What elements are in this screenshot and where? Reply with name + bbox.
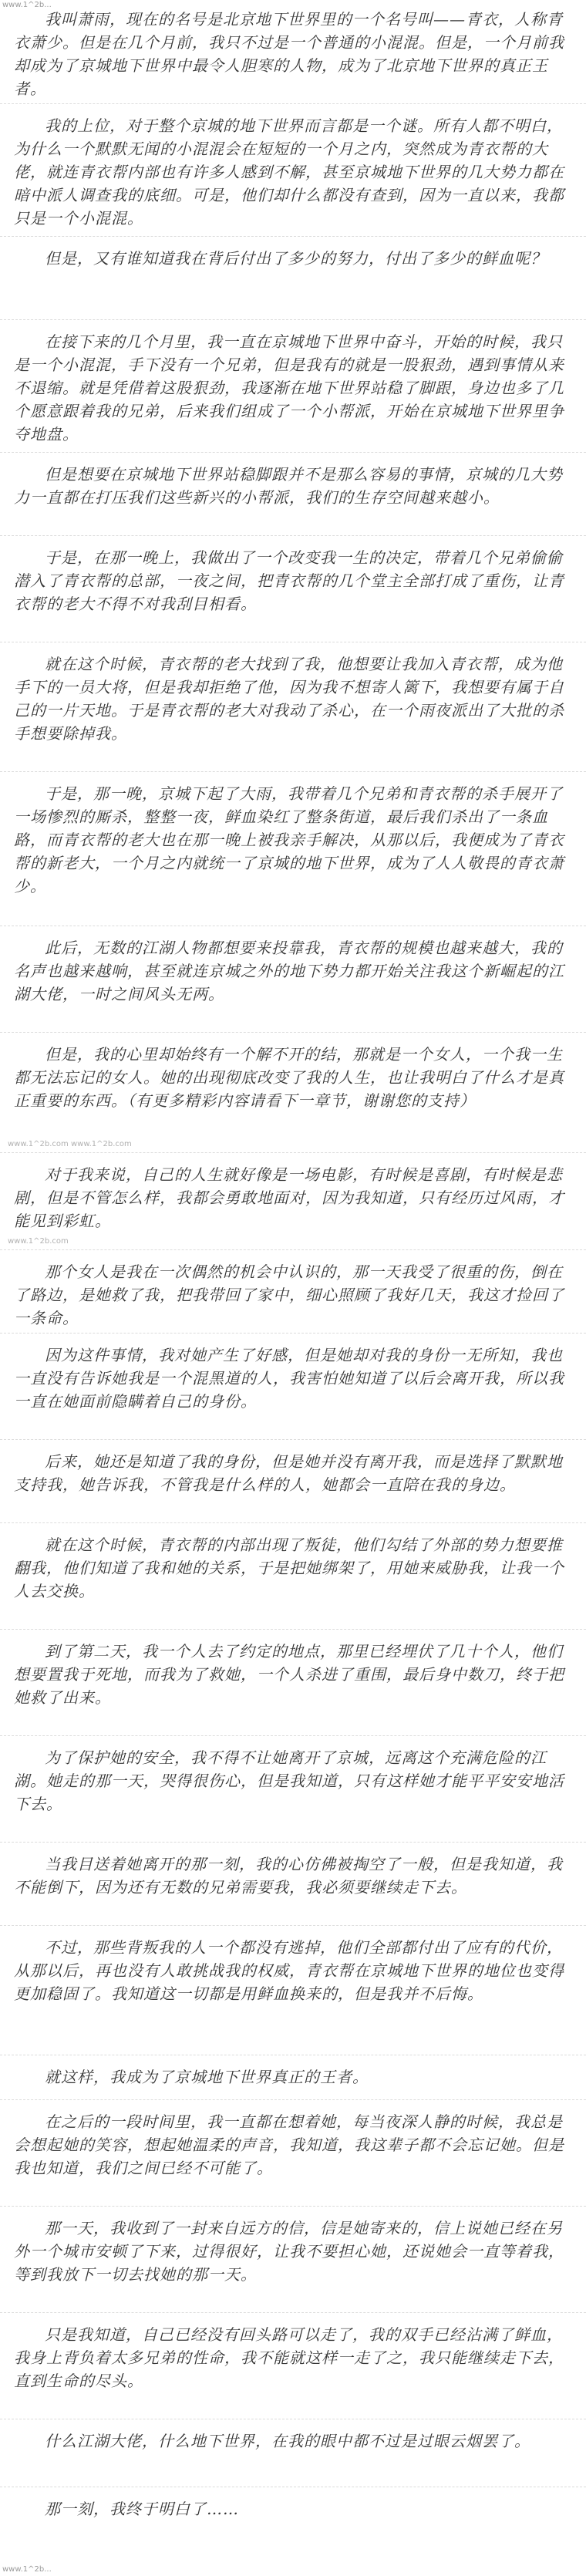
paragraph-8: 于是，那一晚，京城下起了大雨，我带着几个兄弟和青衣帮的杀手展开了一场惨烈的厮杀，整整一夜，鲜血染红了整条街道，最后我们杀出了一条血路，而青衣帮的老大也在那一晚上被我亲手解决，从那以后，我便成为了青衣帮的新老大，一个月之内就统一了京城的地下世界，成为了人人敬畏的青衣萧少。 [14, 784, 564, 895]
paragraph-15: 就在这个时候，青衣帮的内部出现了叛徒，他们勾结了外部的势力想要推翻我，他们知道了我和她的关系，于是把她绑架了，用她来威胁我，让我一个人去交换。 [14, 1536, 564, 1600]
paragraph-17: 为了保护她的安全，我不得不让她离开了京城，远离这个充满危险的江湖。她走的那一天，哭得很伤心，但是我知道，只有这样她才能平平安安地活下去。 [14, 1748, 564, 1813]
paragraph-25: 那一刻，我终于明白了…… [45, 2500, 239, 2518]
paragraph-22: 那一天，我收到了一封来自远方的信，信是她寄来的，信上说她已经在另外一个城市安顿了下来，过得很好，让我不要担心她，还说她会一直等着我，等到我放下一切去找她的那一天。 [14, 2219, 564, 2284]
paragraph-12: 那个女人是我在一次偶然的机会中认识的，那一天我受了很重的伤，倒在了路边，是她救了我，把我带回了家中，细心照顾了我好几天，我这才捡回了一条命。 [14, 1263, 564, 1327]
divider [0, 1842, 586, 1843]
divider [0, 1152, 586, 1153]
divider [0, 1333, 586, 1334]
divider [0, 1249, 586, 1250]
paragraph-19: 不过，那些背叛我的人一个都没有逃掉，他们全部都付出了应有的代价，从那以后，再也没有人敢挑战我的权威，青衣帮在京城地下世界的地位也变得更加稳固了。我知道这一切都是用鲜血换来的，但是我并不后悔。 [14, 1938, 564, 2003]
paragraph-1: 我叫萧雨，现在的名号是北京地下世界里的一个名号叫——青衣，人称青衣萧少。但是在几个月前，我只不过是一个普通的小混混。但是，一个月前我却成为了京城地下世界中最令人胆寒的人物，成为了北京地下世界的真正王者。 [14, 10, 564, 98]
paragraph-4: 在接下来的几个月里，我一直在京城地下世界中奋斗，开始的时候，我只是一个小混混，手下没有一个兄弟，但是我有的就是一股狠劲，遇到事情从来不退缩。就是凭借着这股狠劲，我逐渐在地下世界站稳了脚跟，身边也多了几个愿意跟着我的兄弟，后来我们组成了一个小帮派，开始在京城地下世界里争夺地盘。 [14, 332, 564, 443]
divider [0, 2206, 586, 2207]
divider [0, 1925, 586, 1926]
paragraph-7: 就在这个时候，青衣帮的老大找到了我，他想要让我加入青衣帮，成为他手下的一员大将，但是我却拒绝了他，因为我不想寄人篱下，我想要有属于自己的一片天地。于是青衣帮的老大对我动了杀心，在一个雨夜派出了大批的杀手想要除掉我。 [14, 655, 564, 743]
paragraph-11: 对于我来说，自己的人生就好像是一场电影，有时候是喜剧，有时候是悲剧，但是不管怎么样，我都会勇敢地面对，因为我知道，只有经历过风雨，才能见到彩虹。 [14, 1165, 564, 1230]
divider [0, 1439, 586, 1440]
paragraph-9: 此后，无数的江湖人物都想要来投靠我，青衣帮的规模也越来越大，我的名声也越来越响，甚至就连京城之外的地下势力都开始关注我这个新崛起的江湖大佬，一时之间风头无两。 [14, 939, 564, 1003]
paragraph-3: 但是，又有谁知道我在背后付出了多少的努力，付出了多少的鲜血呢？ [45, 249, 547, 268]
divider [0, 1032, 586, 1033]
divider [0, 103, 586, 104]
paragraph-20: 就这样，我成为了京城地下世界真正的王者。 [45, 2068, 369, 2086]
paragraph-5: 但是想要在京城地下世界站稳脚跟并不是那么容易的事情，京城的几大势力一直都在打压我们这些新兴的小帮派，我们的生存空间越来越小。 [14, 465, 563, 507]
paragraph-6: 于是，在那一晚上，我做出了一个改变我一生的决定，带着几个兄弟偷偷潜入了青衣帮的总部，一夜之间，把青衣帮的几个堂主全部打成了重伤，让青衣帮的老大不得不对我刮目相看。 [14, 548, 564, 613]
divider [0, 535, 586, 536]
paragraph-24: 什么江湖大佬，什么地下世界，在我的眼中都不过是过眼云烟罢了。 [45, 2432, 530, 2450]
divider [0, 452, 586, 453]
watermark-bottom: www.1^2b... [2, 2565, 52, 2574]
divider [0, 2312, 586, 2313]
paragraph-2: 我的上位，对于整个京城的地下世界而言都是一个谜。所有人都不明白，为什么一个默默无闻的小混混会在短短的一个月之内，突然成为青衣帮的大佬，就连青衣帮内部也有许多人感到不解，甚至京城地下世界的几大势力都在暗中派人调查我的底细。可是，他们却什么都没有查到，因为一直以来，我都只是一个小混混。 [14, 116, 564, 228]
divider [0, 771, 586, 772]
paragraph-21: 在之后的一段时间里，我一直都在想着她，每当夜深人静的时候，我总是会想起她的笑容，想起她温柔的声音，我知道，我这辈子都不会忘记她。但是我也知道，我们之间已经不可能了。 [14, 2112, 564, 2177]
divider [0, 319, 586, 320]
paragraph-23: 只是我知道，自己已经没有回头路可以走了，我的双手已经沾满了鲜血，我身上背负着太多兄弟的性命，我不能就这样一走了之，我只能继续走下去，直到生命的尽头。 [14, 2325, 564, 2390]
watermark-top: www.1^2b... [2, 1, 52, 9]
paragraph-16: 到了第二天，我一个人去了约定的地点，那里已经埋伏了几十个人，他们想要置我于死地，而我为了救她，一个人杀进了重围，最后身中数刀，终于把她救了出来。 [14, 1642, 564, 1707]
paragraph-10: 但是，我的心里却始终有一个解不开的结，那就是一个女人，一个我一生都无法忘记的女人。她的出现彻底改变了我的人生，也让我明白了什么才是真正重要的东西。（有更多精彩内容请看下一章节，谢谢您的支持） [14, 1045, 564, 1110]
divider [0, 1735, 586, 1736]
watermark-inline: www.1^2b.com www.1^2b.com [8, 1140, 132, 1148]
paragraph-14: 后来，她还是知道了我的身份，但是她并没有离开我，而是选择了默默地支持我，她告诉我，不管我是什么样的人，她都会一直陪在我的身边。 [14, 1452, 563, 1494]
divider [0, 2099, 586, 2100]
divider [0, 236, 586, 237]
paragraph-18: 当我目送着她离开的那一刻，我的心仿佛被掏空了一般，但是我知道，我不能倒下，因为还有无数的兄弟需要我，我必须要继续走下去。 [14, 1855, 563, 1897]
watermark-inline: www.1^2b.com [8, 1237, 69, 1246]
divider [0, 1522, 586, 1523]
paragraph-13: 因为这件事情，我对她产生了好感，但是她却对我的身份一无所知，我也一直没有告诉她我是一个混黑道的人，我害怕她知道了以后会离开我，所以我一直在她面前隐瞒着自己的身份。 [14, 1346, 564, 1411]
divider [0, 1629, 586, 1630]
